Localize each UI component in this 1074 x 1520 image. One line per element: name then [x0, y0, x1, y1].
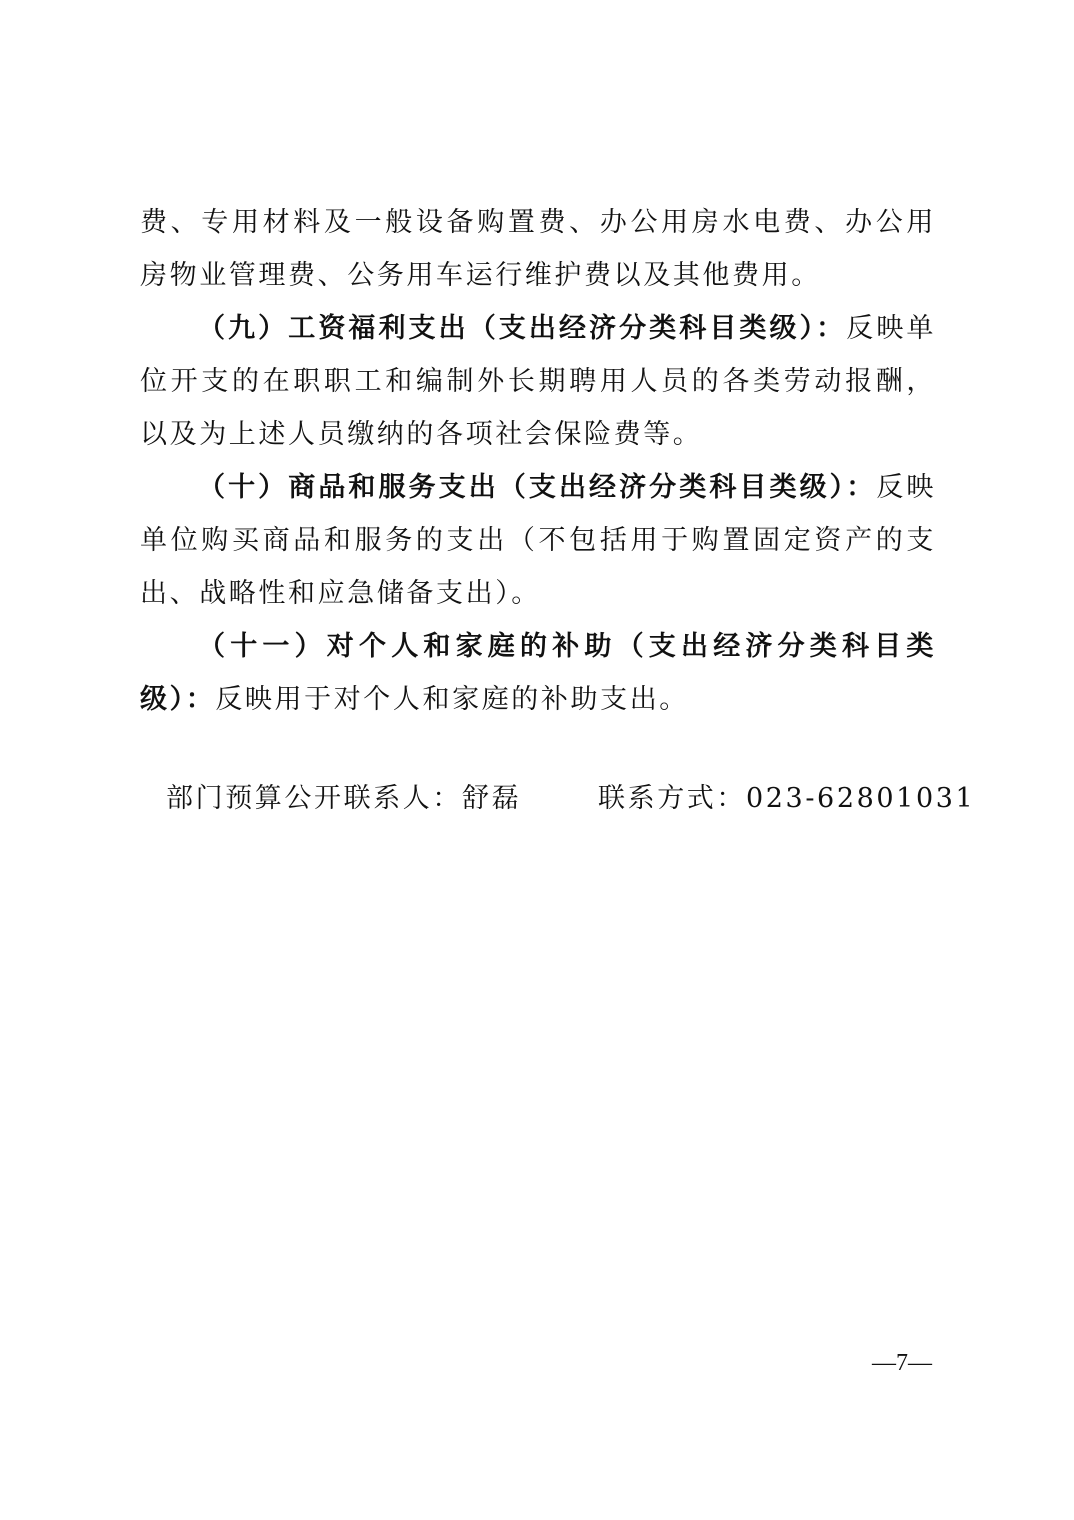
paragraph-heading: （十）商品和服务支出（支出经济分类科目类级）： — [198, 472, 877, 503]
paragraph-goods-services — [140, 461, 936, 620]
contact-phone-label: 联系方式： — [598, 783, 746, 814]
paragraph-household-subsidy — [140, 620, 936, 726]
paragraph-heading: （九）工资福利支出（支出经济分类科目类级）： — [198, 313, 847, 344]
contact-line — [166, 772, 976, 825]
paragraph-heading: （十一）对个人和家庭的补助（支出经济分类科目类级）： — [140, 631, 936, 715]
contact-person-name: 舒磊 — [462, 783, 522, 814]
contact-phone-number: 023-62801031 — [746, 783, 976, 814]
contact-person — [166, 772, 521, 825]
paragraph-wages-welfare — [140, 302, 936, 461]
paragraph-text: 反映单位购买商品和服务的支出（不包括用于购置固定资产的支出、战略性和应急储备支出）。 — [140, 472, 936, 609]
contact-person-label: 部门预算公开联系人： — [166, 783, 462, 814]
paragraph-text: 反映单位开支的在职职工和编制外长期聘用人员的各类劳动报酬，以及为上述人员缴纳的各项社会保险费等。 — [140, 313, 936, 450]
paragraph-text: 反映用于对个人和家庭的补助支出。 — [215, 684, 689, 715]
paragraph-continuation: 费、专用材料及一般设备购置费、办公用房水电费、办公用房物业管理费、公务用车运行维护费以及其他费用。 — [140, 207, 936, 291]
page-number: —7— — [872, 1350, 932, 1376]
contact-phone — [598, 772, 975, 825]
document-body — [140, 196, 936, 726]
